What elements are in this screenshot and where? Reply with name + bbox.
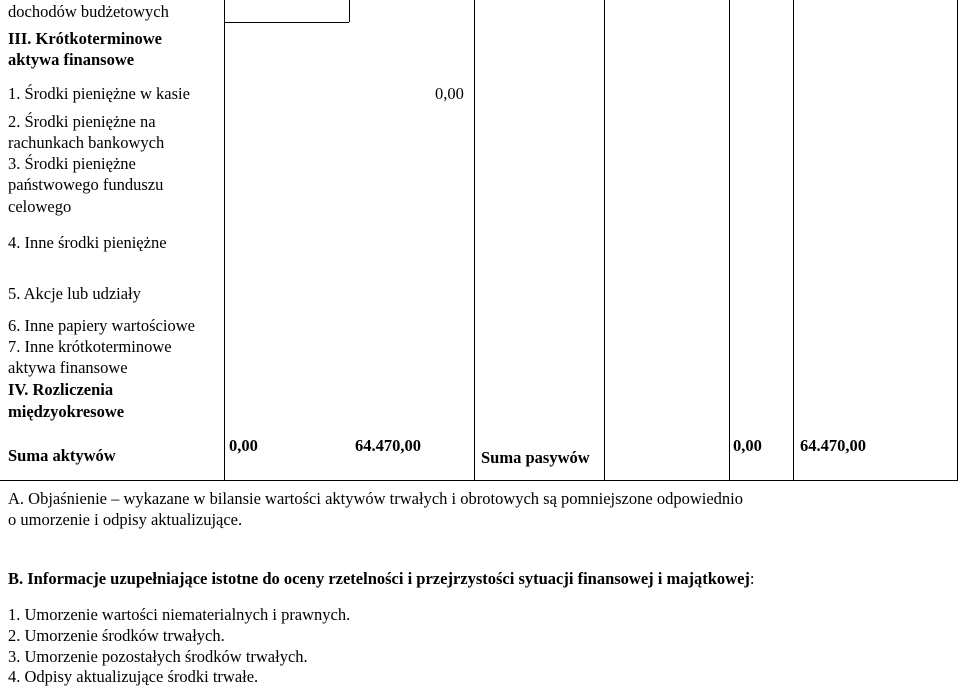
row-label: rachunkach bankowych xyxy=(8,133,165,152)
col-divider xyxy=(604,0,605,480)
row-label: 1. Środki pieniężne w kasie xyxy=(8,84,190,103)
list-item: 2. Umorzenie środków trwałych. xyxy=(8,626,225,645)
col-divider xyxy=(729,0,730,480)
liabilities-total-label: Suma pasywów xyxy=(481,448,590,467)
row-value: 0,00 xyxy=(435,84,464,103)
col-divider xyxy=(349,0,350,22)
note-b-colon: : xyxy=(749,569,755,588)
row-divider xyxy=(224,22,349,23)
row-label: IV. Rozliczenia xyxy=(8,380,114,399)
note-a: A. Objaśnienie – wykazane w bilansie wartości aktywów trwałych i obrotowych są pomniejszone odpowiednio xyxy=(8,489,743,508)
row-label: międzyokresowe xyxy=(8,402,125,421)
list-item: 3. Umorzenie pozostałych środków trwałych. xyxy=(8,647,308,666)
col-divider xyxy=(793,0,794,480)
row-label: 3. Środki pieniężne xyxy=(8,154,136,173)
row-label: 7. Inne krótkoterminowe xyxy=(8,337,172,356)
row-label: 2. Środki pieniężne na xyxy=(8,112,156,131)
assets-total-value: 64.470,00 xyxy=(355,436,421,455)
col-divider xyxy=(474,0,475,480)
assets-total-label: Suma aktywów xyxy=(8,446,116,465)
row-label: 5. Akcje lub udziały xyxy=(8,284,141,303)
row-label: III. Krótkoterminowe xyxy=(8,29,162,48)
liabilities-total-value: 64.470,00 xyxy=(800,436,866,455)
list-item: 4. Odpisy aktualizujące środki trwałe. xyxy=(8,667,259,686)
row-label: 4. Inne środki pieniężne xyxy=(8,233,167,252)
liabilities-total-value: 0,00 xyxy=(733,436,762,455)
row-label: aktywa finansowe xyxy=(8,50,135,69)
list-item: 1. Umorzenie wartości niematerialnych i prawnych. xyxy=(8,605,351,624)
table-bottom-border xyxy=(0,480,958,481)
row-label: dochodów budżetowych xyxy=(8,2,169,21)
col-divider xyxy=(957,0,958,480)
row-label: państwowego funduszu xyxy=(8,175,164,194)
note-b-heading xyxy=(8,569,755,589)
row-label: 6. Inne papiery wartościowe xyxy=(8,316,195,335)
note-a-continuation: o umorzenie i odpisy aktualizujące. xyxy=(8,510,243,529)
row-label: aktywa finansowe xyxy=(8,358,128,377)
note-b-heading-text: B. Informacje uzupełniające istotne do oceny rzetelności i przejrzystości sytuacji finansowej i majątkowej xyxy=(8,569,750,588)
row-label: celowego xyxy=(8,197,72,216)
assets-total-value: 0,00 xyxy=(229,436,258,455)
col-divider xyxy=(224,0,225,480)
